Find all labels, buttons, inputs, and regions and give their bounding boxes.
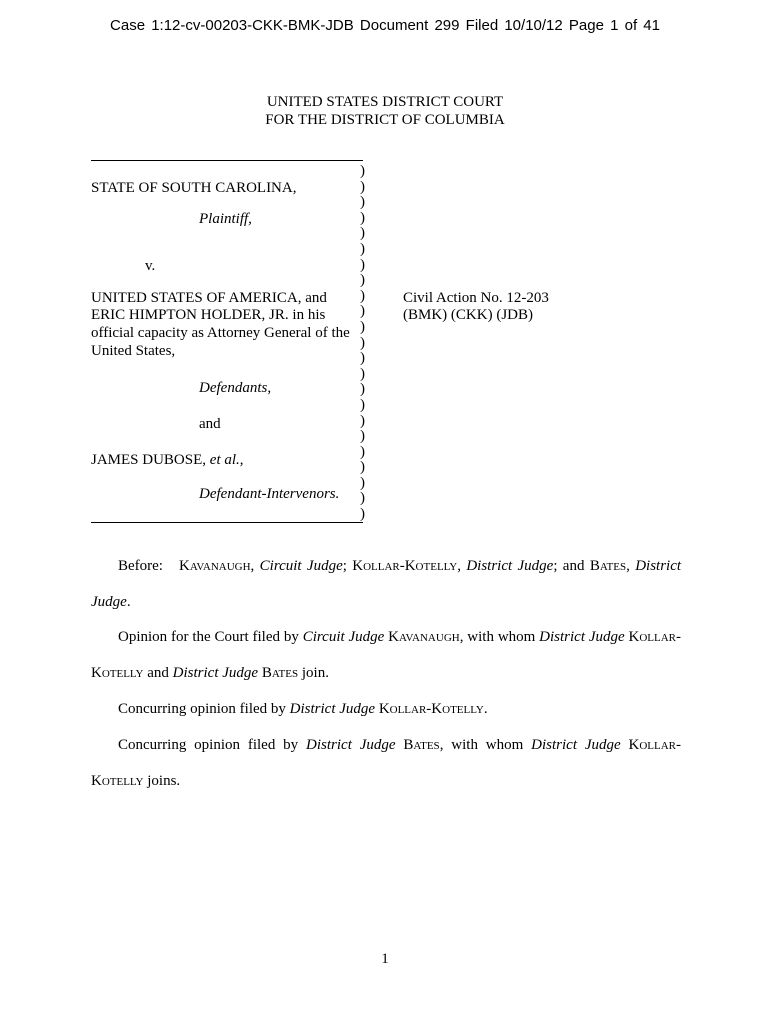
intervenor-name: JAMES DUBOSE, et al., <box>91 452 244 468</box>
caption-paren: ) <box>360 272 365 289</box>
caption-paren: ) <box>360 209 365 226</box>
caption-paren: ) <box>360 303 365 320</box>
plaintiff-name: STATE OF SOUTH CAROLINA, <box>91 180 297 196</box>
defendant-line-1: UNITED STATES OF AMERICA, and <box>91 290 327 306</box>
caption-paren-column <box>360 164 365 523</box>
caption-bottom-rule <box>91 522 363 523</box>
before-paragraph: Before: Kavanaugh, Circuit Judge; Kollar-Kotelly, District Judge; and Bates, District Judge. <box>91 558 682 610</box>
concurring-paragraph-2: Concurring opinion filed by District Judge Bates, with whom District Judge Kollar-Kotelly joins. <box>91 737 682 789</box>
caption-paren: ) <box>360 474 365 491</box>
caption-paren: ) <box>360 443 365 460</box>
caption-paren: ) <box>360 178 365 195</box>
caption-paren: ) <box>360 163 365 179</box>
case-header: Case 1:12-cv-00203-CKK-BMK-JDB Document 299 Filed 10/10/12 Page 1 of 41 <box>110 17 660 34</box>
court-name: UNITED STATES DISTRICT COURT <box>266 94 504 110</box>
caption-paren: ) <box>360 490 365 507</box>
caption-paren: ) <box>360 287 365 304</box>
plaintiff-role: Plaintiff, <box>199 211 252 227</box>
caption-paren: ) <box>360 459 365 476</box>
defendant-line-3: official capacity as Attorney General of the <box>91 325 350 341</box>
caption-paren: ) <box>360 225 365 242</box>
caption-paren: ) <box>360 412 365 429</box>
judge-codes: (BMK) (CKK) (JDB) <box>403 307 533 323</box>
civil-action-number: Civil Action No. 12-203 <box>403 290 549 306</box>
caption-paren: ) <box>360 365 365 382</box>
caption-paren: ) <box>360 240 365 257</box>
caption-paren: ) <box>360 194 365 211</box>
caption-paren: ) <box>360 396 365 413</box>
caption-paren: ) <box>360 428 365 445</box>
opinion-paragraph: Opinion for the Court filed by Circuit Judge Kavanaugh, with whom District Judge Kollar-Kotelly and District Judge Bates join. <box>91 629 682 681</box>
caption-top-rule <box>91 160 363 161</box>
concurring-paragraph-1: Concurring opinion filed by District Judge Kollar-Kotelly. <box>118 701 488 717</box>
court-district: FOR THE DISTRICT OF COLUMBIA <box>265 112 505 128</box>
caption-paren: ) <box>360 318 365 335</box>
defendants-role: Defendants, <box>199 380 272 396</box>
caption-paren: ) <box>360 256 365 273</box>
caption-paren: ) <box>360 381 365 398</box>
caption-paren: ) <box>360 334 365 351</box>
caption-paren: ) <box>360 350 365 367</box>
page-number: 1 <box>381 951 389 967</box>
defendant-line-4: United States, <box>91 343 176 359</box>
caption-paren: ) <box>360 506 365 523</box>
intervenors-role: Defendant-Intervenors. <box>199 486 340 502</box>
and-text: and <box>199 416 221 432</box>
defendant-line-2: ERIC HIMPTON HOLDER, JR. in his <box>91 307 326 323</box>
versus: v. <box>145 258 156 274</box>
